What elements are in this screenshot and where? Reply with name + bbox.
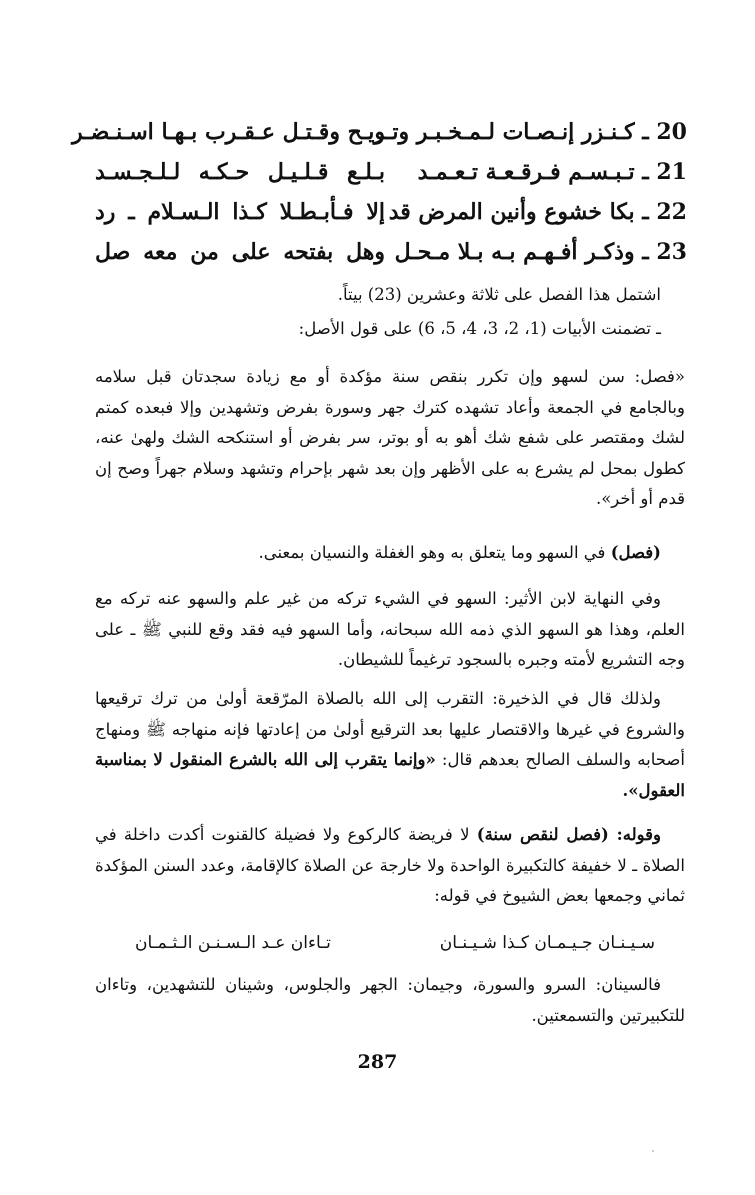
poem-line (95, 928, 685, 959)
verse-row (95, 152, 687, 192)
verse-first-hemistich: 22 ـ بكا خشوع وأنين المرض قد (388, 199, 687, 225)
poem-row (95, 928, 685, 959)
fasl-paragraph (95, 538, 685, 569)
scan-speck (652, 1150, 654, 1152)
fasl-text (95, 538, 685, 569)
verse-row (72, 112, 687, 152)
qawluhu-label: وقوله: (فصل لنقص سنة) (476, 825, 661, 844)
dhakhira-paragraph (95, 684, 685, 806)
poem-second-hemistich: تـاءان عـد الـسـنـن الـثـمـان (135, 933, 331, 953)
fasl-body: في السهو وما يتعلق به وهو الغفلة والنسيان بمعنى. (258, 543, 611, 562)
verse-second-hemistich: وهل بفتحه على من معه صل (95, 239, 385, 265)
qawluhu-paragraph (95, 820, 685, 912)
verse-table (72, 112, 687, 272)
dhakhira-quote: «وإنما يتقرب إلى الله بالشرع المنقول لا بمناسبة العقول». (95, 750, 685, 800)
verse-second-hemistich: ويـح وقـتـل عـقـرب بـهـا اسـنـضـر (72, 119, 385, 145)
verse-row (95, 232, 687, 272)
verse-first-hemistich: 21 ـ تـبـسـم فـرقـعـة تـعـمـد (417, 159, 687, 185)
poem-first-hemistich: سـيـنـان جـيـمـان كـذا شـيـنـان (439, 933, 655, 953)
dhakhira-body: ولذلك قال في الذخيرة: التقرب إلى الله بالصلاة المرّقعة أولىٰ من ترك ترقيعها والشروع في غيرها والاقتصار عليها بعد الترقيع أولىٰ من إعادتها فإنه منهاجه ﷺ ومنهاج أصحابه والسلف الصالح بعدهم قال: (95, 689, 685, 769)
summary-line: ـ تضمنت الأبيات (1، 2، 3، 4، 5، 6) على قول الأصل: (298, 318, 661, 338)
dhakhira-text (95, 684, 685, 806)
verse-second-hemistich: إلا فـأبـطـلا كـذا الـسـلام ـ رد (95, 199, 385, 225)
summary-block (95, 280, 685, 344)
verse-row (95, 192, 687, 232)
qawluhu-text (95, 820, 685, 912)
verse-first-hemistich: 20 ـ كـنـزر إنـصـات لـمـخـبـر وتـر (373, 119, 687, 145)
quote-text: «فصل: سن لسهو وإن تكرر بنقص سنة مؤكدة أو مع زيادة سجدتان قبل سلامه وبالجامع في الجمعة وأعاد تشهده كترك جهر وسورة بفرض وتشهدين وإلا فبعده كمتم لشك ومقتصر على شفع شك أهو به أو بوتر، سر بفرض أو استنكحه الشك ولهىٰ عنه، كطول بمحل لم يشرع به على الأظهر وإن بعد شهر بإحرام وتشهد وسلام جهراً وصح إن قدم أو أخر». (95, 367, 685, 508)
qawluhu-body: لا فريضة كالركوع ولا فضيلة كالقنوت أكدت داخلة في الصلاة ـ لا خفيفة كالتكبيرة الواحدة ولا خارجة عن الصلاة كالإقامة، وعدد السنن المؤكدة ثماني وجمعها بعض الشيوخ في قوله: (95, 825, 685, 905)
summary-line: اشتمل هذا الفصل على ثلاثة وعشرين (23) بيتاً. (337, 285, 661, 304)
verse-first-hemistich: 23 ـ وذكـر أفـهـم بـه بـلا مـحـل (394, 239, 687, 265)
nihaya-text: وفي النهاية لابن الأثير: السهو في الشيء تركه من غير علم والسهو عنه تركه مع العلم، وهذا هو السهو الذي ذمه الله سبحانه، وأما السهو فيه فقد وقع للنبي ﷺ ـ على وجه التشريع لأمته وجبره بالسجود ترغيماً للشيطان. (95, 589, 685, 669)
explanation-paragraph (95, 970, 685, 1031)
page-number: 287 (357, 1051, 398, 1073)
verse-second-hemistich: بـلـع قـلـيـل حـكـه لـلـجـسـد (95, 159, 385, 185)
explanation-text: فالسينان: السرو والسورة، وجيمان: الجهر والجلوس، وشينان للتشهدين، وتاءان للتكبيرتين والتسمعتين. (95, 975, 685, 1025)
quote-paragraph (95, 362, 685, 515)
fasl-label: (فصل) (610, 543, 661, 562)
nihaya-paragraph (95, 584, 685, 676)
